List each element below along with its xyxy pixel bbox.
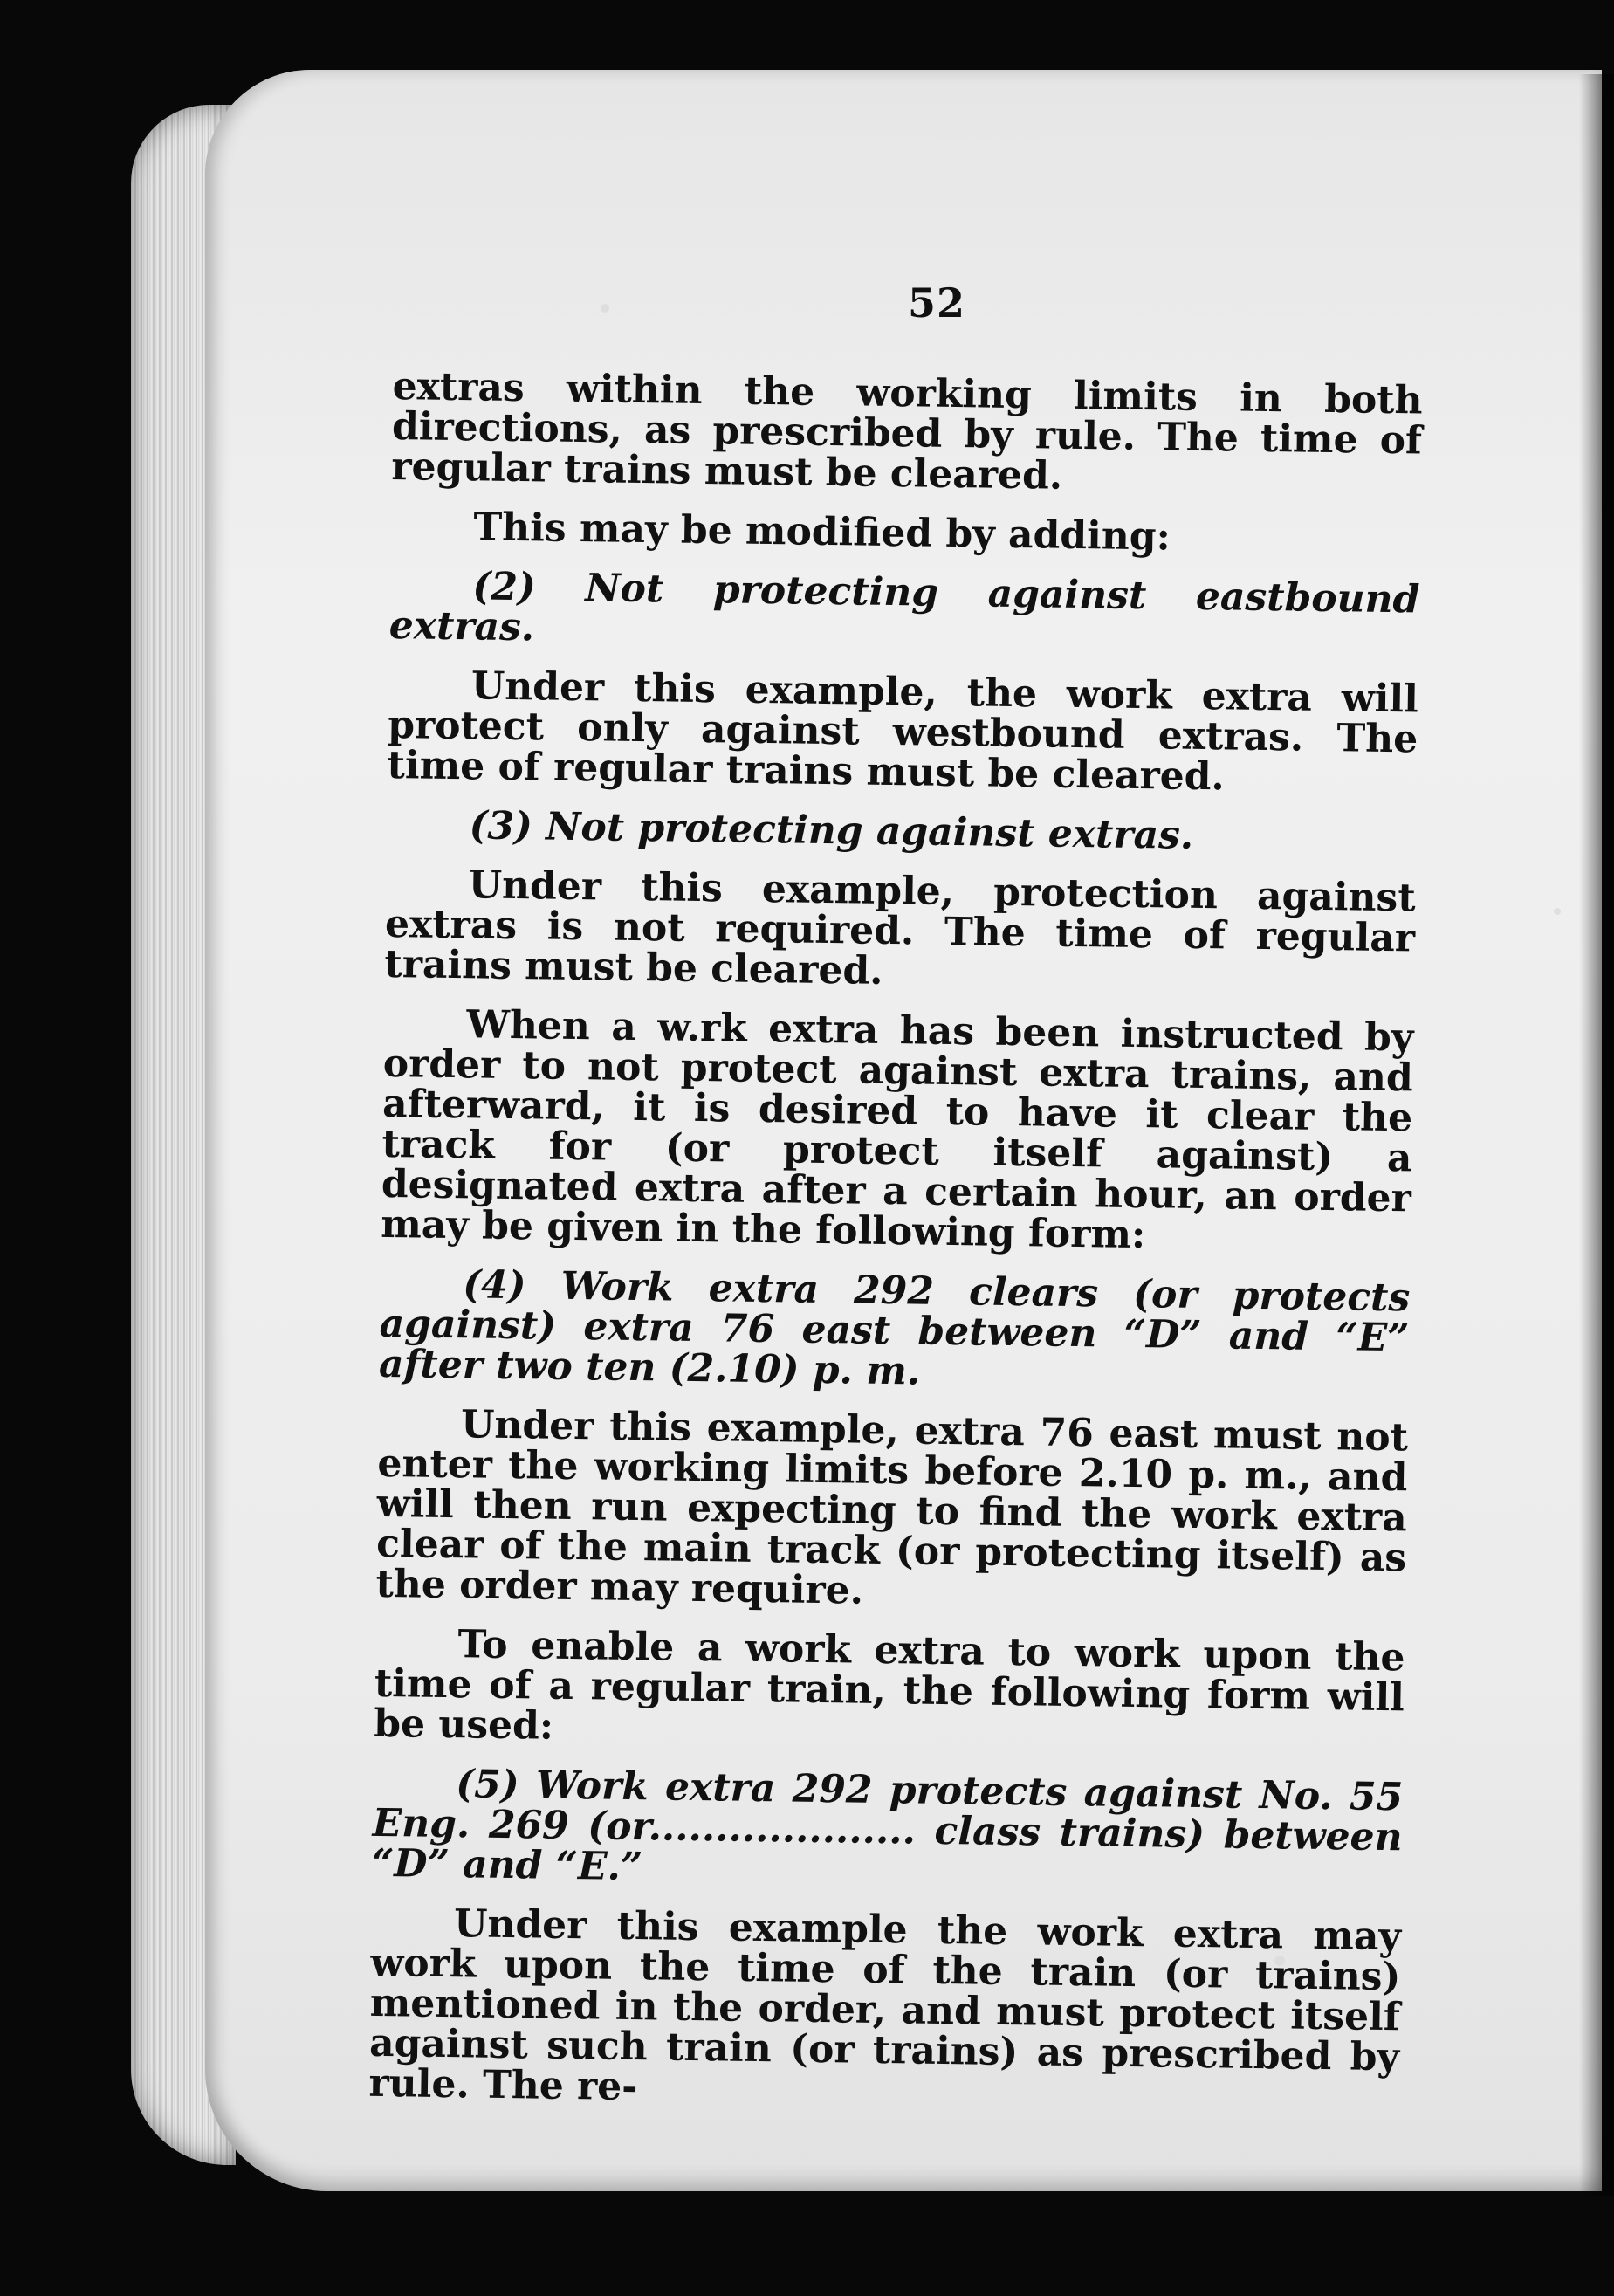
paper-speck (601, 304, 609, 313)
paragraph: To enable a work extra to work upon the time of a regular train, the following form will be used: (373, 1622, 1405, 1749)
paragraph: Under this example the work extra may work upon the time of the train (or trains) mentioned in the order, and must protect itself against such train (or trains) as prescribed by rule. The re- (368, 1901, 1402, 2110)
example-paragraph: (5) Work extra 292 protects against No. 55 Eng. 269 (or.................... class trains) between “D” and “E.” (371, 1762, 1404, 1890)
example-paragraph: (4) Work extra 292 clears (or protects against) extra 76 east between “D” and “E” after two ten (2.10) p. m. (378, 1262, 1411, 1394)
paragraph: extras within the working limits in both directions, as prescribed by rule. The time of regular trains must be cleared. (391, 364, 1423, 498)
example-paragraph: (2) Not protecting against eastbound extras. (388, 564, 1420, 650)
paragraph: This may be modified by adding: (473, 505, 1171, 560)
paper-speck (1554, 908, 1561, 915)
paragraph: Under this example, the work extra will protect only against westbound extras. The time of regular trains must be cleared. (387, 663, 1419, 800)
page-number: 52 (908, 279, 966, 327)
paragraph: Under this example, extra 76 east must not enter the working limits before 2.10 p. m., and will then run expecting to find the work extra clear of the main track (or protecting itself) as the order may require. (375, 1402, 1409, 1613)
paragraph: Under this example, protection against extras is not required. The time of regular trains must be cleared. (384, 863, 1416, 993)
example-paragraph: (3) Not protecting against extras. (469, 803, 1194, 858)
page-text-block (368, 364, 1423, 2137)
paragraph: When a w.rk extra has been instructed by order to not protect against extra trains, and afterward, it is desired to have it clear the track for (or protect itself against) a designated extra after a certain hour, an order may be given in the following form: (380, 1002, 1414, 1258)
